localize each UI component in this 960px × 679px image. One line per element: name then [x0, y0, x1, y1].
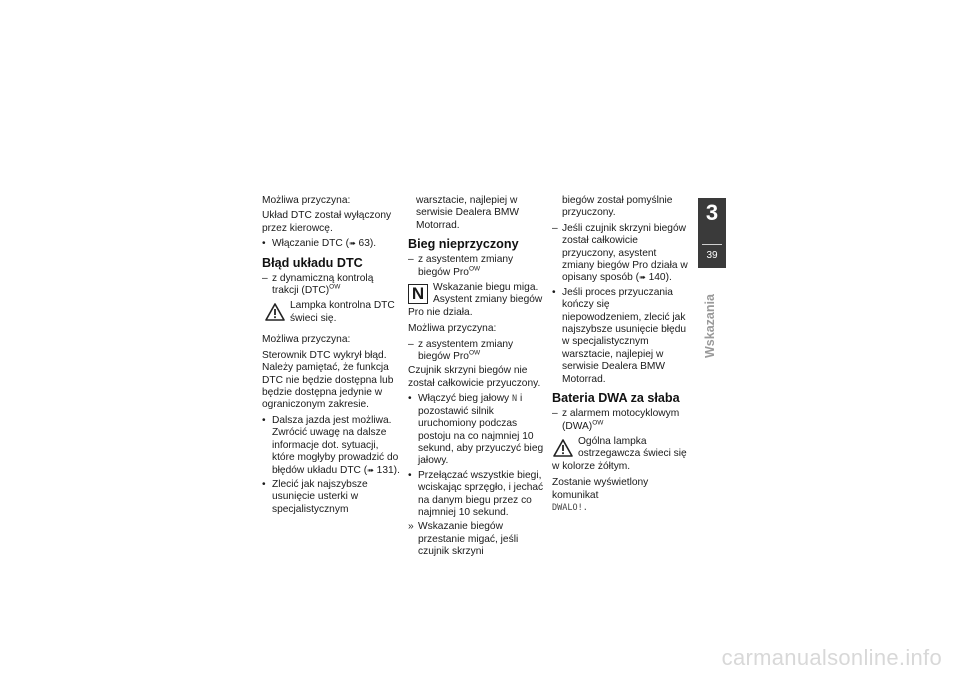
- option-superscript: OW: [592, 419, 604, 427]
- bullet-marker: •: [408, 469, 412, 481]
- display-code: N: [511, 394, 518, 405]
- condition-item: – z dynamiczną kontrolą trakcji (DTC)$^{OW}$: [262, 272, 374, 297]
- paragraph: warsztacie, najlepiej w serwisie Dealera BMW Motorrad.: [416, 195, 520, 231]
- page-ref-arrow-icon: ➠: [639, 273, 646, 283]
- option-superscript: OW: [468, 265, 481, 273]
- condition-item: – Jeśli czujnik skrzyni biegów został całkowicie przyuczony, asystent zmiany biegów Pro działa w opisany sposób (➠ 140).: [552, 222, 688, 284]
- bullet-marker: •: [262, 478, 266, 490]
- option-superscript: OW: [468, 349, 481, 357]
- condition-item: – z alarmem motocyklowym (DWA)$^{OW}$: [552, 408, 680, 432]
- section-label-container: [703, 278, 717, 358]
- watermark: carmanualsonline.info: [721, 645, 942, 670]
- option-superscript: OW: [329, 283, 341, 291]
- bullet-marker: •: [262, 238, 266, 250]
- neutral-gear-icon: N: [408, 284, 428, 304]
- section-heading: Błąd układu DTC: [262, 255, 363, 270]
- page-ref-link[interactable]: 63: [358, 238, 370, 250]
- dash-marker: –: [408, 254, 414, 266]
- result-item: » Wskazanie biegów przestanie migać, jeśli czujnik skrzyni: [408, 521, 519, 558]
- paragraph: Możliwa przyczyna:: [408, 323, 497, 335]
- section-label: Wskazania: [703, 294, 717, 358]
- paragraph: Sterownik DTC wykrył błąd. Należy pamiętać, że funkcja DTC nie będzie dostępna lub będzie dostępna jedynie w ograniczonym zakresie.: [262, 349, 394, 411]
- page-ref-link[interactable]: 140: [648, 272, 666, 284]
- indicator-text: Wskazanie biegu miga. Asystent zmiany biegów Pro nie działa.: [408, 282, 543, 318]
- section-heading: Bieg nieprzyczony: [408, 237, 519, 252]
- paragraph: Możliwa przyczyna:: [262, 334, 351, 346]
- bullet-item: • Dalsza jazda jest możliwa. Zwrócić uwagę na dalsze informacje dot. sytuacji, które mogłyby prowadzić do błędów układu DTC (➠ 131).: [262, 414, 400, 476]
- display-message-code: DWALO!.: [552, 502, 588, 513]
- paragraph: Możliwa przyczyna:: [262, 195, 351, 206]
- bullet-item: • Przełączać wszystkie biegi, wciskając sprzęgło, i jechać na danym biegu przez co najmniej 10 sekund.: [408, 469, 544, 518]
- bullet-item: • Włączyć bieg jałowy N i pozostawić silnik uruchomiony podczas postoju na co najmniej 10 sekund, aby przyuczyć bieg jałowy.: [408, 393, 544, 467]
- general-warning-triangle-icon: [552, 437, 574, 459]
- text-column-2: [408, 195, 546, 561]
- paragraph: Układ DTC został wyłączony przez kierowcę.: [262, 210, 392, 234]
- chapter-number: 3: [705, 200, 719, 225]
- bullet-item: • Zlecić jak najszybsze usunięcie usterki w specjalistycznym: [262, 478, 368, 515]
- bullet-marker: •: [552, 286, 556, 298]
- paragraph: Czujnik skrzyni biegów nie został całkowicie przyuczony.: [408, 365, 541, 389]
- warning-indicator-block: [552, 436, 690, 473]
- condition-item: – z asystentem zmiany biegów Pro$^{OW}$: [408, 338, 514, 363]
- warning-triangle-icon: [264, 301, 286, 323]
- paragraph: biegów został pomyślnie przyuczony.: [562, 195, 673, 219]
- section-heading: Bateria DWA za słaba: [552, 391, 680, 406]
- bullet-marker: •: [262, 414, 266, 426]
- page-ref-arrow-icon: ➠: [348, 239, 356, 249]
- dash-marker: –: [408, 338, 414, 350]
- text-column-3: [552, 195, 690, 517]
- dash-marker: –: [552, 408, 558, 420]
- page-ref-link[interactable]: 131: [376, 464, 394, 476]
- text-column-1: [262, 195, 400, 518]
- warning-text: Lampka kontrolna DTC świeci się.: [290, 300, 395, 324]
- page-ref-arrow-icon: ➠: [367, 465, 374, 475]
- result-marker: »: [408, 521, 414, 533]
- warning-text: Ogólna lampka ostrzegawcza świeci się w kolorze żółtym.: [552, 435, 687, 472]
- warning-indicator-block: [262, 300, 400, 330]
- paragraph: Zostanie wyświetlony komunikat DWALO!.: [552, 477, 649, 513]
- dash-marker: –: [262, 272, 268, 284]
- dash-marker: –: [552, 222, 558, 234]
- bullet-marker: •: [408, 393, 412, 405]
- gear-indicator-block: [408, 282, 546, 319]
- condition-item: – z asystentem zmiany biegów Pro$^{OW}$: [408, 254, 514, 278]
- bullet-item: • Włączanie DTC (➠ 63).: [262, 238, 377, 250]
- bullet-item: • Jeśli proces przyuczania kończy się niepowodzeniem, zlecić jak najszybsze usunięcie błędu w specjalistycznym warsztacie, najlepiej w serwisie Dealera BMW Motorrad.: [552, 286, 687, 385]
- tab-divider: [702, 244, 722, 245]
- page-number: 39: [706, 250, 718, 261]
